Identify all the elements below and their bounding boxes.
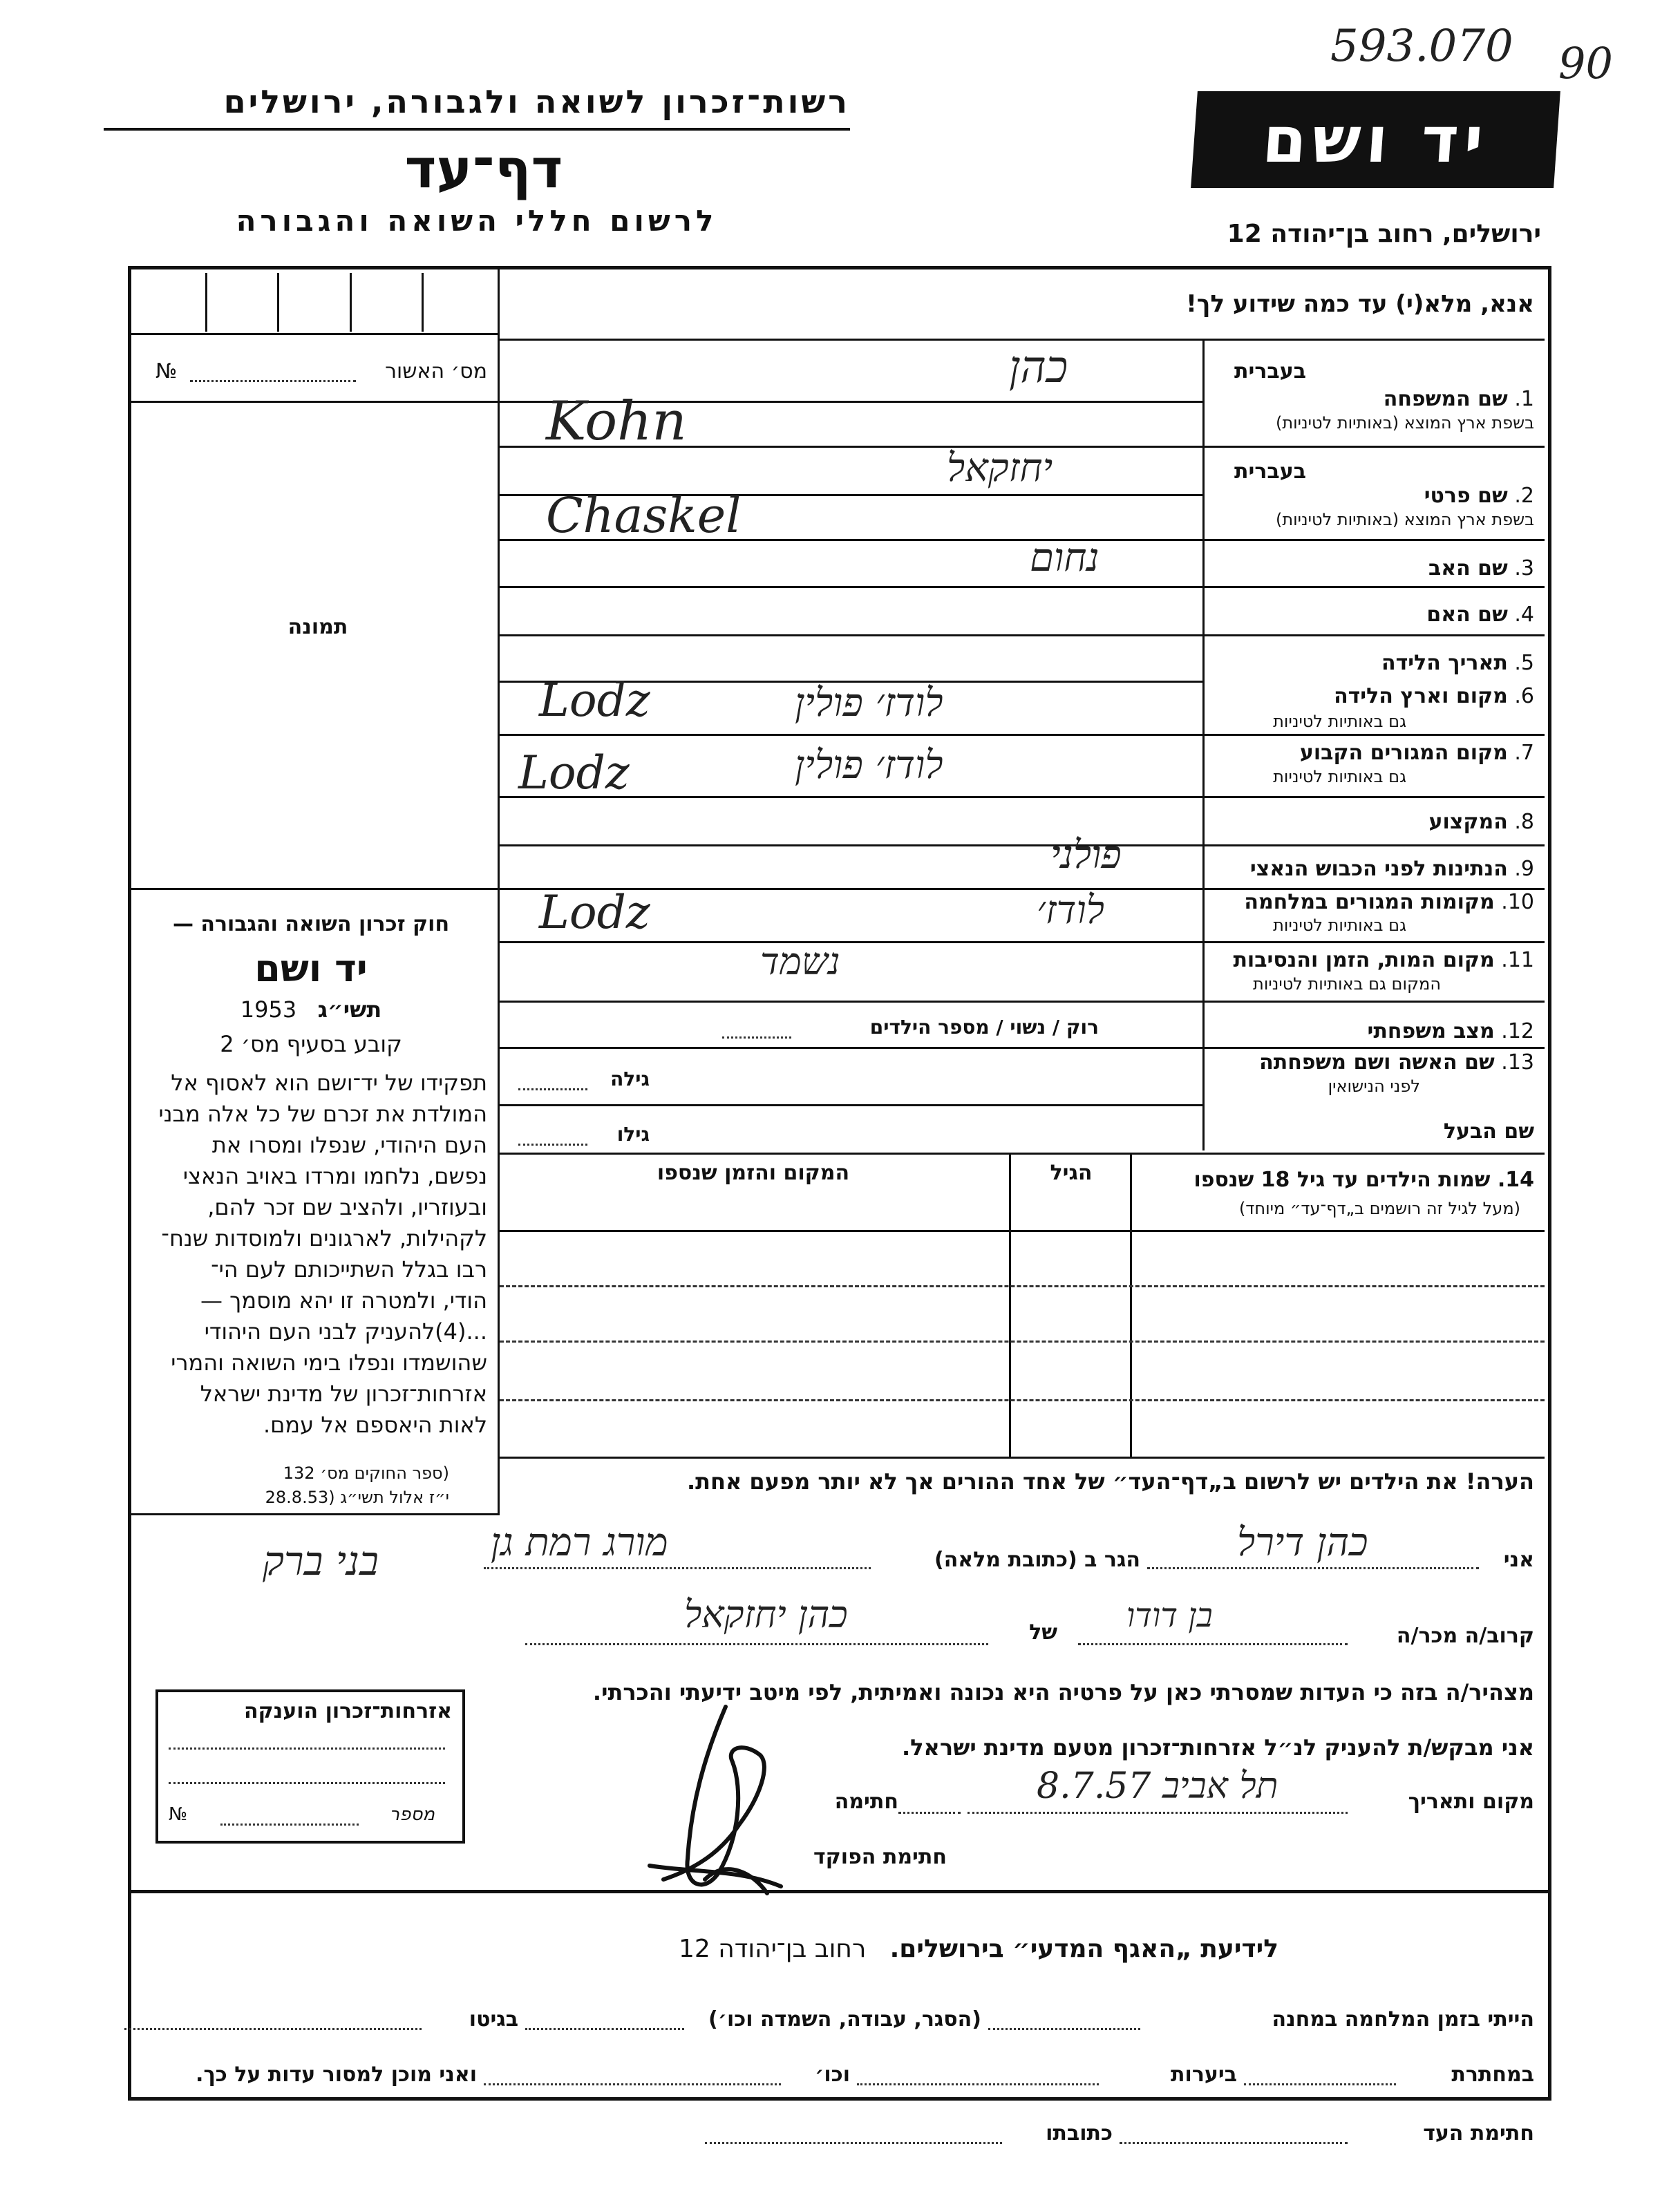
wife-age-label: גילה [610,1068,650,1090]
field-label-10 [1209,890,1534,914]
children-col-age: הגיל [1050,1161,1093,1185]
approval-dotline [190,380,356,382]
field-name-13: שם האשה ושם משפחתה [1259,1050,1495,1074]
field-sub-6: גם באותיות לטיניות [1273,712,1406,731]
law-clause: קובע בסעיף מס׳ 2 [220,1031,402,1057]
handwritten-father: נחום [1030,536,1099,580]
field-name-7: מקום המגורים הקבוע [1299,741,1508,765]
law-source2: י״ז אלול תשי״ג (28.8.53 [265,1488,449,1507]
row-rule [500,539,1545,541]
law-source1: (ספר החוקים מס׳ 132 [283,1464,449,1483]
row-rule [500,796,1545,798]
field-sub-7: גם באותיות לטיניות [1273,767,1406,786]
citizenship-number-label: מספר [389,1804,435,1825]
field-sub-10: גם באותיות לטיניות [1273,916,1406,935]
field-name-12: מצב משפחתי [1367,1019,1495,1043]
law-body-line: העם היהודי, שנפלו ומסרו את [211,1132,487,1158]
field-name-10: מקומות המגורים במלחמה [1244,890,1495,914]
law-body-line: תפקידו של יד־ושם הוא לאסוף אל [171,1070,487,1096]
row-rule [500,1001,1545,1003]
row-rule [500,734,1545,736]
field-name-4: שם האם [1426,603,1508,627]
bottom-line2-c: וכו׳ [815,2063,850,2087]
field-num-5: 5. [1514,651,1534,675]
yad-vashem-logo [1191,91,1560,188]
bottom-section-rule [128,1890,1548,1893]
children-label [1133,1168,1534,1192]
husband-label: שם הבעל [1443,1119,1534,1144]
row-rule [500,634,1545,636]
field-num-10: 10. [1501,890,1534,914]
approval-label: מס׳ האשור [385,359,487,383]
bottom-line2-dotline-b [857,2083,1099,2085]
marital-options: רוק / נשוי / מספר הילדים [869,1016,1099,1039]
handwritten-war-residence-lat: Lodz [539,886,650,939]
field-name-9: הנתינות לפני הכבוש הנאצי [1249,857,1508,881]
decl-address2: בני ברק [263,1537,379,1584]
handwritten-death: נשמד [760,940,840,983]
left-column-divider [498,269,500,1513]
law-bottom-rule [131,1513,500,1515]
law-body-line: אזרחות־זכרון של מדינת ישראל [200,1381,487,1407]
handwritten-file-number: 593.070 [1330,21,1513,72]
field-sub-13: לפני הנישואין [1328,1077,1420,1096]
law-body-line: לקהילות, לארגונים ולמוסדות שנח־ [161,1225,487,1251]
decl-of-dotline [525,1643,988,1645]
fields-top-rule [500,339,1545,341]
handwritten-surname-lat: Kohn [546,390,687,453]
law-body-line: הודי, ולמטרה זו יהא מוסמך — [200,1287,487,1314]
field-sub-2: בשפת ארץ המוצא (באותיות לטיניות) [1276,510,1534,529]
field-num-7: 7. [1514,741,1534,765]
bottom-line3-a: חתימת העד [1423,2121,1534,2146]
decl-statement: מצהיר/ה בזה כי העדות שמסרתי כאן על פרטיה היא נכונה ואמיתית, לפי מיטב ידיעתי והכרתי. [592,1679,1534,1705]
field-label-2 [1209,484,1534,508]
handwritten-given-heb: יחזקאל [947,446,1053,491]
row-rule [500,1047,1545,1049]
law-body-line: המולדת את זכרם של כל אלה מבני [158,1101,487,1127]
decl-place-date-label: מקום ותאריך [1408,1790,1534,1814]
photo-label: תמונה [287,615,348,639]
field-sub-1: בשפת ארץ המוצא (באותיות לטיניות) [1276,413,1534,433]
field-num-1: 1. [1514,387,1534,411]
field-label-3 [1209,556,1534,580]
children-col-place: המקום והזמן שנספו [657,1161,850,1185]
decl-i-label: אני [1503,1548,1534,1572]
decl-date-dotline [968,1812,1348,1814]
field-label-1 [1209,387,1534,411]
bottom-line3-dotline-a [1120,2142,1348,2144]
bottom-line2-b: ביערות [1171,2063,1237,2087]
bottom-heading: לידיעת „האגף המדעי״ בירושלים. [889,1935,1278,1963]
bottom-address: רחוב בן־יהודה 12 [678,1935,867,1963]
law-body-line: שהושמדו ונפלו בימי השואה והמרי [171,1349,487,1376]
field-num-9: 9. [1514,857,1534,881]
citizenship-dotline-2 [169,1782,445,1784]
field-num-6: 6. [1514,684,1534,708]
field-num-3: 3. [1514,556,1534,580]
husband-age-label: גילו [616,1123,650,1146]
bottom-line1-dotline-b [525,2028,684,2030]
handwritten-surname-heb: כהן [1009,342,1068,393]
decl-request: אני מבקש/ת להעניק לנ״ל אזרחות־זכרון מטעם מדינת ישראל. [902,1734,1534,1761]
field-sub-11: המקום גם באותיות לטיניות [1253,974,1441,994]
field-name-8: המקצוע [1428,810,1508,834]
handwritten-mark: 90 [1558,38,1613,88]
header-rule [104,128,850,131]
form-subtitle: לרשום חללי השואה והגבורה [236,204,718,238]
bottom-line3-dotline-b [705,2142,1002,2144]
bottom-line1-dotline-c [124,2028,422,2030]
header-address: ירושלים, רחוב בן־יהודה 12 [1227,220,1541,248]
decl-address: מורג רמת גן [491,1520,668,1565]
field-name-6: מקום וארץ הלידה [1334,684,1508,708]
field-num-8: 8. [1514,810,1534,834]
children-label-text: 14. שמות הילדים עד גיל 18 שנספו [1193,1168,1534,1192]
intro-instruction: אנא, מלא(י) עד כמה שידוע לך! [1186,290,1534,318]
row-rule [500,844,1545,846]
approval-no: № [155,359,178,383]
law-line1: חוק זכרון השואה והגבורה — [172,912,450,936]
logo-text: יד ושם [1260,102,1491,177]
note-text: הערה! את הילדים יש לרשום ב„דף־העד״ של אחד ההורים אך לא יותר מפעם אחת. [686,1468,1534,1495]
decl-of-label: של [1029,1620,1057,1645]
citizenship-box [155,1689,465,1844]
field-label-6 [1209,684,1534,708]
approval-bottom-rule [131,401,500,403]
row-rule [500,586,1545,588]
handwritten-residence-lat: Lodz [518,746,630,799]
decl-relation-dotline [1078,1643,1348,1645]
heb-tag-1: בעברית [1234,359,1306,383]
bottom-line2-dotline-a [1244,2083,1396,2085]
signature-scribble [622,1700,802,1907]
bottom-line2-dotline-c [484,2083,781,2085]
field-num-2: 2. [1514,484,1534,508]
children-sub: (מעל לגיל זה רושמים ב„דף־עד״ מיוחד) [1238,1199,1520,1218]
field-name-2: שם פרטי [1424,484,1508,508]
handwritten-given-lat: Chaskel [546,487,742,544]
approval-cells [135,273,494,332]
law-body-line: רבו בגלל השתייכותם לעם הי־ [211,1256,487,1282]
handwritten-war-residence-heb: לודז׳ [1037,888,1104,933]
field-name-3: שם האב [1428,556,1508,580]
field-label-12 [1209,1019,1534,1043]
field-name-11: מקום המות, הזמן והנסיבות [1233,948,1495,972]
law-year-heb: תשי״ג [317,996,382,1023]
handwritten-birthplace-lat: Lodz [539,674,650,727]
field-label-9 [1209,857,1534,881]
handwritten-birthplace-heb: לודז׳ פולין [795,681,943,726]
law-body-line: ...(4)להעניק לבני העם היהודי [204,1318,487,1345]
law-year [138,996,484,1023]
decl-date: תל אביב 8.7.57 [1037,1765,1278,1807]
field-label-13 [1209,1050,1534,1074]
handwritten-nationality: פולני [1050,833,1122,878]
bottom-heading-row [415,1935,1278,1963]
field-num-4: 4. [1514,603,1534,627]
field-label-4 [1209,603,1534,627]
row-rule [500,941,1545,943]
bottom-line2-d: ואני מוכן למסור עדות על כך. [196,2063,477,2087]
law-body-line: לאות היאספם אל עמם. [263,1412,487,1438]
children-bottom-rule [500,1457,1545,1459]
children-row [500,1341,1545,1343]
children-col-divider-1 [1130,1153,1132,1457]
citizenship-number-dotline [220,1824,359,1826]
decl-address-dotline [484,1567,871,1569]
decl-living-label: הגר ב (כתובת מלאה) [934,1548,1140,1572]
row-rule [500,1104,1202,1106]
field-label-7 [1209,741,1534,765]
children-header-rule [500,1230,1545,1232]
wife-age-dotline [518,1088,587,1090]
bottom-line1-c: בגיטו [469,2007,518,2031]
field-num-12: 12. [1501,1019,1534,1043]
law-top-rule [131,888,500,890]
decl-i-name: כהן דירל [1237,1520,1368,1565]
husband-age-dotline [518,1144,587,1146]
row-rule [500,1153,1545,1155]
decl-of-name: כהן יחזקאל [684,1593,848,1636]
decl-name-dotline [1147,1567,1479,1569]
handwritten-residence-heb: לודז׳ פולין [795,743,943,788]
decl-relative-label: קרוב/ה מכר/ה [1396,1624,1534,1648]
decl-signature-label: חתימה [834,1790,898,1814]
field-name-5: תאריך הלידה [1381,651,1508,675]
law-body-line: נפשם, נלחמו ומרדו באויב הנאצי [182,1163,487,1189]
field-name-1: שם המשפחה [1383,387,1508,411]
law-year-number: 1953 [240,996,297,1023]
field-label-8 [1209,810,1534,834]
authority-name: רשות־זכרון לשואה ולגבורה, ירושלים [223,83,850,120]
bottom-line1-dotline-a [988,2028,1140,2030]
children-col-divider-2 [1009,1153,1011,1457]
children-row [500,1285,1545,1287]
field-num-13: 13. [1501,1050,1534,1074]
law-body-line: ובעוזריו, ולהציב שם זכר להם, [207,1194,487,1220]
children-count-dotline [722,1036,791,1039]
children-row [500,1399,1545,1401]
citizenship-dotline-1 [169,1747,445,1750]
decl-signature-dotline [898,1812,961,1814]
field-num-11: 11. [1501,948,1534,972]
law-body [138,1068,487,1441]
form-title: דף־עד [404,138,563,200]
bottom-line2-a: במחתרת [1451,2063,1534,2087]
approval-rule [131,333,500,335]
law-name: יד ושם [254,947,368,990]
labels-column-divider [1202,339,1205,1150]
decl-relation: בן דודו [1126,1596,1213,1635]
field-label-5 [1209,651,1534,675]
field-label-11 [1202,948,1534,972]
heb-tag-2: בעברית [1234,460,1306,484]
citizenship-no: № [169,1804,188,1825]
decl-officer-label: חתימת הפוקד [813,1845,947,1869]
citizenship-title: אזרחות־זכרון הוענקה [243,1699,452,1723]
bottom-line1-b: (הסגר, עבודה, השמדה וכו׳) [708,2007,981,2031]
bottom-line3-b: כתובתו [1046,2121,1113,2146]
bottom-line1-a: הייתי בזמן המלחמה במחנה [1272,2007,1534,2031]
